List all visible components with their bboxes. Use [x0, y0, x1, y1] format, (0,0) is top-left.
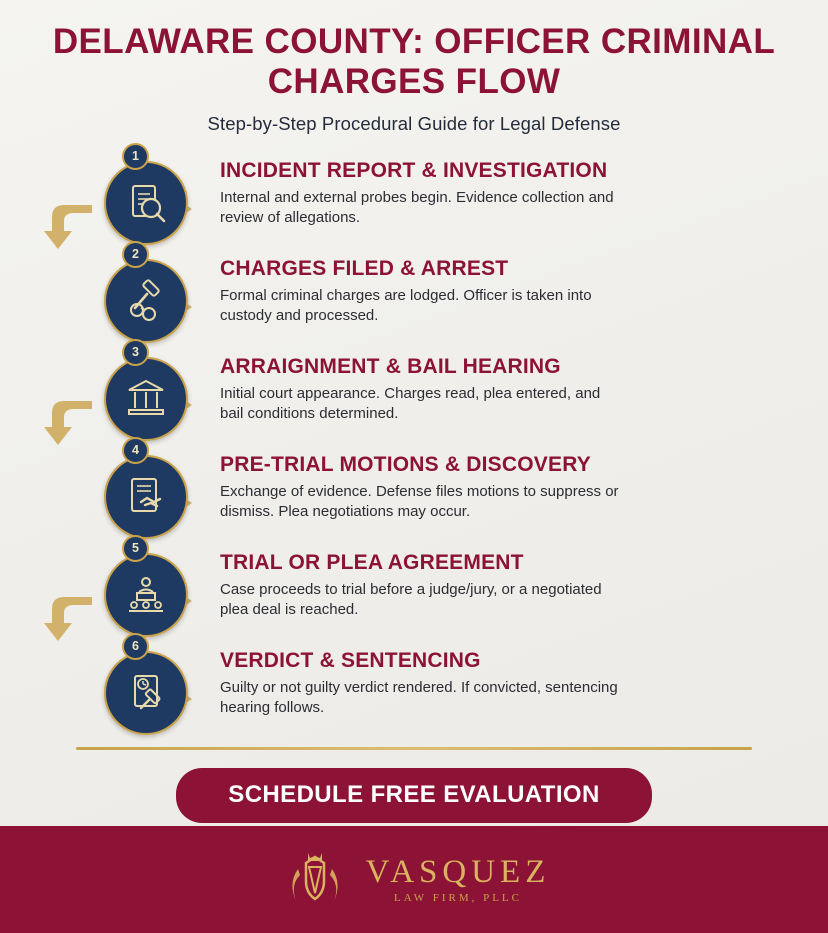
flow-step [76, 541, 786, 643]
flow-step [76, 149, 786, 251]
process-flow [0, 149, 828, 741]
flow-step [76, 443, 786, 545]
courthouse-scales-icon [121, 374, 171, 424]
step-title: PRE-TRIAL MOTIONS & DISCOVERY [220, 452, 591, 476]
step-title: TRIAL OR PLEA AGREEMENT [220, 550, 524, 574]
step-icon-circle [104, 161, 188, 245]
step-content [194, 545, 620, 621]
step-number-badge: 6 [122, 633, 149, 660]
document-handshake-icon [121, 472, 171, 522]
step-visual [76, 639, 194, 741]
step-content [194, 643, 620, 719]
step-description: Initial court appearance. Charges read, plea entered, and bail conditions determined. [220, 384, 601, 423]
step-number-badge: 5 [122, 535, 149, 562]
flow-step [76, 639, 786, 741]
step-number-badge: 1 [122, 143, 149, 170]
step-icon-circle [104, 259, 188, 343]
flow-step [76, 345, 786, 447]
step-content [194, 153, 620, 229]
step-description: Exchange of evidence. Defense files motions to suppress or dismiss. Plea negotiations may occur. [220, 482, 619, 521]
document-magnifier-icon [121, 178, 171, 228]
step-visual [76, 541, 194, 643]
step-visual [76, 247, 194, 349]
step-content [194, 251, 620, 327]
step-icon-circle [104, 651, 188, 735]
step-content [194, 349, 620, 425]
step-number-badge: 2 [122, 241, 149, 268]
schedule-free-evaluation-button[interactable]: SCHEDULE FREE EVALUATION [176, 768, 651, 823]
courtroom-jury-icon [121, 570, 171, 620]
section-divider [76, 747, 752, 750]
step-title: ARRAIGNMENT & BAIL HEARING [220, 354, 561, 378]
brand-text [365, 853, 551, 904]
step-visual [76, 443, 194, 545]
page-title: DELAWARE COUNTY: OFFICER CRIMINAL CHARGES FLOW [52, 22, 776, 101]
gavel-handcuffs-icon [121, 276, 171, 326]
step-visual [76, 149, 194, 251]
step-title: CHARGES FILED & ARREST [220, 256, 509, 280]
step-content [194, 447, 620, 523]
step-description: Guilty or not guilty verdict rendered. If convicted, sentencing hearing follows. [220, 678, 618, 717]
step-description: Case proceeds to trial before a judge/jury, or a negotiated plea deal is reached. [220, 580, 602, 619]
step-description: Internal and external probes begin. Evidence collection and review of allegations. [220, 188, 614, 227]
brand-subtitle: LAW FIRM, PLLC [393, 891, 522, 904]
step-number-badge: 3 [122, 339, 149, 366]
step-visual [76, 345, 194, 447]
step-description: Formal criminal charges are lodged. Officer is taken into custody and processed. [220, 286, 592, 325]
flow-step [76, 247, 786, 349]
footer-brand-bar [0, 826, 828, 933]
step-title: VERDICT & SENTENCING [220, 648, 481, 672]
page-subtitle: Step-by-Step Procedural Guide for Legal Defense [207, 112, 621, 134]
step-icon-circle [104, 553, 188, 637]
header [0, 0, 828, 135]
brand-name: VASQUEZ [365, 853, 551, 890]
step-title: INCIDENT REPORT & INVESTIGATION [220, 158, 608, 182]
step-icon-circle [104, 357, 188, 441]
crest-shield-icon [278, 843, 352, 917]
gavel-document-icon [121, 668, 171, 718]
step-icon-circle [104, 455, 188, 539]
step-number-badge: 4 [122, 437, 149, 464]
